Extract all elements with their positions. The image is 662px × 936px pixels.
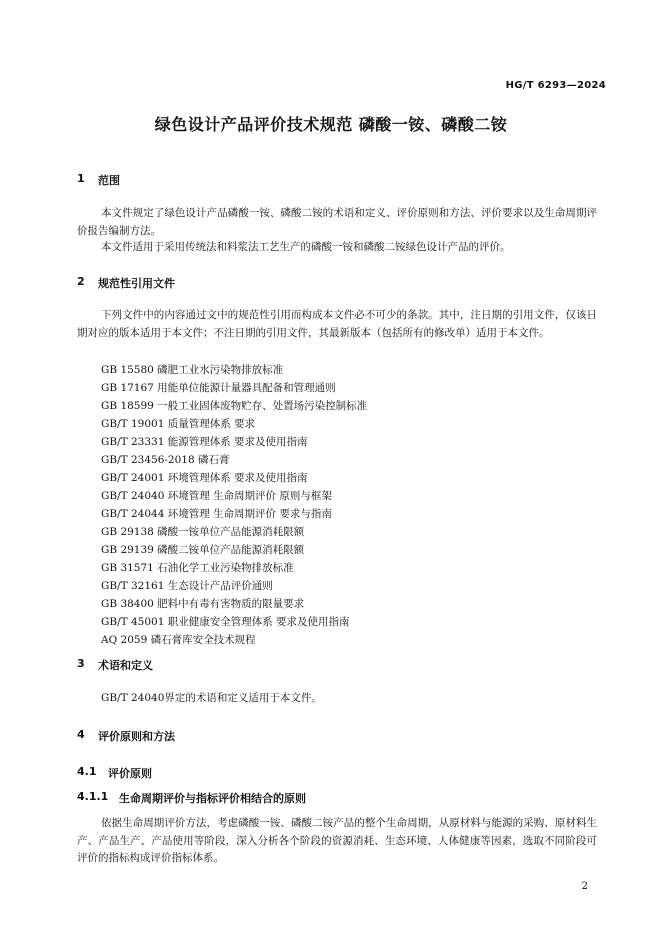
reference-item: GB/T 45001 职业健康安全管理体系 要求及使用指南: [101, 616, 350, 628]
paragraph: 下列文件中的内容通过文中的规范性引用而构成本文件必不可少的条款。其中，注日期的引用文件，仅该日期对应的版本适用于本文件；不注日期的引用文件，其最新版本（包括所有的修改单）适用于本文件。: [77, 309, 597, 339]
reference-item: GB 31571 石油化学工业污染物排放标准: [101, 562, 294, 574]
document-title: 绿色设计产品评价技术规范 磷酸一铵、磷酸二铵: [154, 115, 508, 134]
reference-item: GB/T 23331 能源管理体系 要求及使用指南: [101, 436, 308, 448]
section-title: 生命周期评价与指标评价相结合的原则: [119, 792, 306, 805]
reference-item: GB/T 24001 环境管理体系 要求及使用指南: [101, 472, 308, 484]
subsection-4-1-heading: [77, 765, 152, 781]
section-3-heading: [77, 657, 153, 673]
reference-item: GB/T 32161 生态设计产品评价通则: [101, 580, 273, 592]
section-title: 评价原则: [108, 767, 152, 780]
paragraph: 本文件规定了绿色设计产品磷酸一铵、磷酸二铵的术语和定义、评价原则和方法、评价要求以及生命周期评价报告编制方法。: [77, 207, 597, 237]
section-title: 术语和定义: [98, 659, 153, 672]
reference-item: GB 17167 用能单位能源计量器具配备和管理通则: [101, 382, 336, 394]
section-2-heading: [77, 275, 175, 291]
reference-list: [101, 361, 367, 649]
section-number: 4: [77, 728, 85, 741]
paragraph: 本文件适用于采用传统法和料浆法工艺生产的磷酸一铵和磷酸二铵绿色设计产品的评价。: [101, 241, 511, 253]
reference-item: GB/T 19001 质量管理体系 要求: [101, 418, 256, 430]
subsection-4-1-1-heading: [77, 790, 306, 806]
reference-item: GB/T 23456-2018 磷石膏: [101, 454, 230, 466]
section-title: 评价原则和方法: [98, 730, 175, 743]
reference-item: AQ 2059 磷石膏库安全技术规程: [101, 634, 256, 646]
section-number: 1: [77, 172, 85, 185]
reference-item: GB/T 24044 环境管理 生命周期评价 要求与指南: [101, 508, 332, 520]
section-title: 范围: [98, 174, 120, 187]
reference-item: GB 29138 磷酸一铵单位产品能源消耗限额: [101, 526, 305, 538]
section-number: 4.1: [77, 765, 97, 778]
faint-watermark: [0, 915, 662, 929]
standard-code: HG/T 6293—2024: [505, 80, 606, 91]
section-number: 3: [77, 657, 85, 670]
paragraph: 依据生命周期评价方法，考虑磷酸一铵、磷酸二铵产品的整个生命周期，从原材料与能源的采购、原材料生产、产品生产、产品使用等阶段，深入分析各个阶段的资源消耗、生态环境、人体健康等因素，选取不同阶段可评价的指标构成评价指标体系。: [77, 817, 597, 864]
reference-item: GB 15580 磷肥工业水污染物排放标准: [101, 364, 284, 376]
section-title: 规范性引用文件: [98, 277, 175, 290]
section-4-heading: [77, 728, 175, 744]
paragraph: GB/T 24040界定的术语和定义适用于本文件。: [101, 692, 322, 704]
section-1-heading: [77, 172, 120, 188]
reference-item: GB 38400 肥料中有毒有害物质的限量要求: [101, 598, 305, 610]
page-number: 2: [581, 881, 588, 892]
reference-item: GB 29139 磷酸二铵单位产品能源消耗限额: [101, 544, 305, 556]
reference-item: GB 18599 一般工业固体废物贮存、处置场污染控制标准: [101, 400, 368, 412]
section-number: 4.1.1: [77, 790, 109, 803]
section-number: 2: [77, 275, 85, 288]
reference-item: GB/T 24040 环境管理 生命周期评价 原则与框架: [101, 490, 332, 502]
